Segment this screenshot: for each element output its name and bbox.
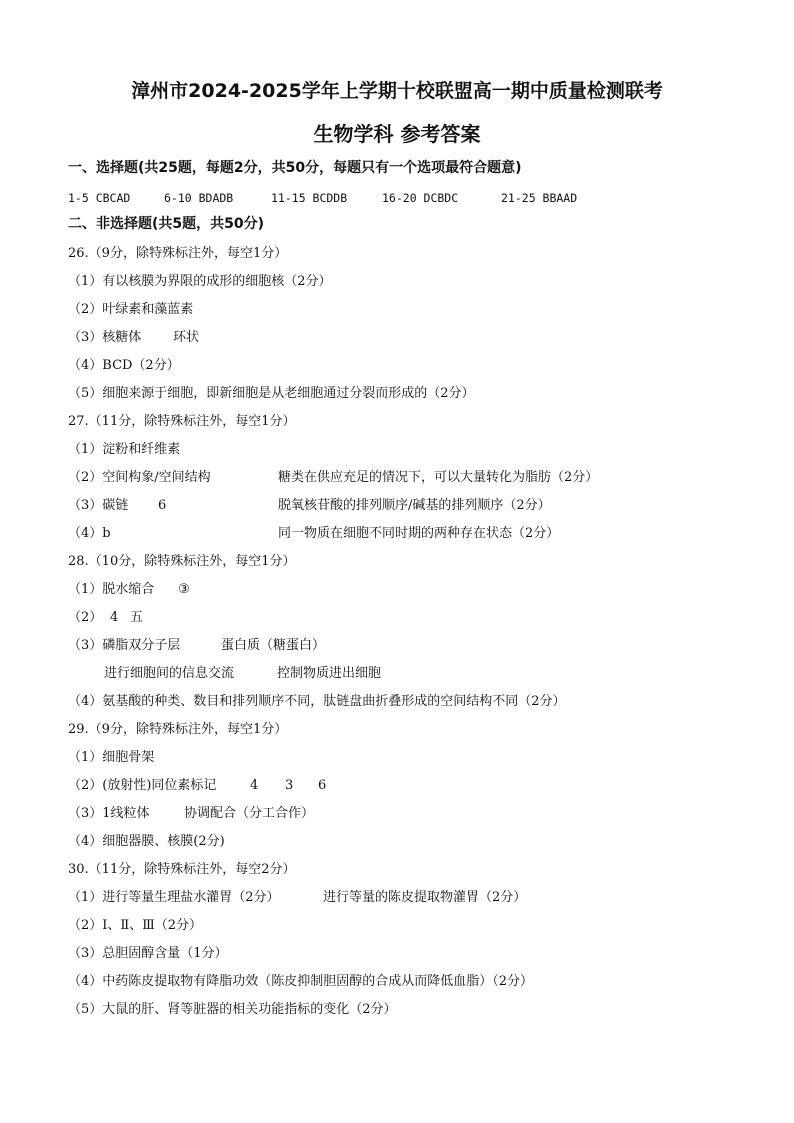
q29-answer-3b: 协调配合（分工合作） [184, 806, 315, 821]
q26-heading: 26.（9分，除特殊标注外，每空1分） [68, 246, 288, 261]
q26-answer-2: （2）叶绿素和藻蓝素 [68, 302, 194, 317]
document-subtitle: 生物学科 参考答案 [313, 122, 481, 146]
q30-answer-1a: （1）进行等量生理盐水灌胃（2分） [68, 890, 280, 905]
q27-answer-4b: 同一物质在细胞不同时期的两种存在状态（2分） [278, 526, 560, 541]
q28-answer-2b: 4 [110, 610, 119, 625]
q26-answer-5: （5）细胞来源于细胞，即新细胞是从老细胞通过分裂而形成的（2分） [68, 386, 475, 401]
q28-answer-4: （4）氨基酸的种类、数目和排列顺序不同，肽链盘曲折叠形成的空间结构不同（2分） [68, 694, 566, 709]
q30-answer-5: （5）大鼠的肝、肾等脏器的相关功能指标的变化（2分） [68, 1002, 397, 1017]
q30-answer-2: （2）Ⅰ、Ⅱ、Ⅲ（2分） [68, 918, 203, 933]
q29-answer-3a: （3）1线粒体 [68, 806, 150, 821]
q26-answer-3b: 环状 [173, 330, 200, 345]
q30-heading: 30.（11分，除特殊标注外，每空2分） [68, 862, 296, 877]
choice-answers-16-20: 16-20 DCBDC [382, 191, 459, 205]
q29-answer-2b: 4 [250, 778, 259, 793]
q28-answer-1b: ③ [178, 582, 190, 597]
q29-answer-2c: 3 [285, 778, 294, 793]
choice-answers-21-25: 21-25 BBAAD [501, 191, 578, 205]
q28-heading: 28.（10分，除特殊标注外，每空1分） [68, 554, 296, 569]
q28-answer-2c: 五 [130, 610, 144, 625]
q26-answer-4: （4）BCD（2分） [68, 358, 180, 373]
q29-answer-1: （1）细胞骨架 [68, 750, 155, 765]
q28-answer-3b: 蛋白质（糖蛋白） [221, 638, 326, 653]
q27-answer-3a: （3）碳链 [68, 498, 129, 513]
q26-answer-1: （1）有以核膜为界限的成形的细胞核（2分） [68, 274, 332, 289]
q26-answer-3a: （3）核糖体 [68, 330, 142, 345]
q29-answer-2d: 6 [318, 778, 327, 793]
q27-answer-3b: 6 [158, 498, 167, 513]
q28-answer-2a: （2） [68, 610, 103, 625]
q27-answer-1: （1）淀粉和纤维素 [68, 442, 181, 457]
q30-answer-3: （3）总胆固醇含量（1分） [68, 946, 228, 961]
q29-answer-4: （4）细胞器膜、核膜(2分) [68, 834, 225, 849]
document-title: 漳州市2024-2025学年上学期十校联盟高一期中质量检测联考 [131, 80, 663, 102]
section2-heading: 二、非选择题(共5题，共50分) [68, 216, 265, 232]
q28-answer-1a: （1）脱水缩合 [68, 582, 155, 597]
q27-answer-2b: 糖类在供应充足的情况下，可以大量转化为脂肪（2分） [278, 470, 599, 485]
q27-answer-3c: 脱氧核苷酸的排列顺序/碱基的排列顺序（2分） [278, 498, 551, 513]
q27-heading: 27.（11分，除特殊标注外，每空1分） [68, 414, 296, 429]
q28-answer-3d: 控制物质进出细胞 [277, 666, 382, 681]
q28-answer-3c: 进行细胞间的信息交流 [104, 666, 235, 681]
q29-heading: 29.（9分，除特殊标注外，每空1分） [68, 722, 288, 737]
q30-answer-4: （4）中药陈皮提取物有降脂功效（陈皮抑制胆固醇的合成从而降低血脂）（2分） [68, 974, 534, 989]
q27-answer-4a: （4）b [68, 526, 111, 541]
q28-answer-3a: （3）磷脂双分子层 [68, 638, 181, 653]
choice-answers-6-10: 6-10 BDADB [164, 191, 234, 205]
q29-answer-2a: （2）(放射性)同位素标记 [68, 778, 217, 793]
q30-answer-1b: 进行等量的陈皮提取物灌胃（2分） [323, 890, 527, 905]
section1-heading: 一、选择题(共25题，每题2分，共50分，每题只有一个选项最符合题意) [68, 160, 522, 176]
choice-answers-11-15: 11-15 BCDDB [271, 191, 348, 205]
choice-answers-1-5: 1-5 CBCAD [68, 191, 131, 205]
q27-answer-2a: （2）空间构象/空间结构 [68, 470, 211, 485]
